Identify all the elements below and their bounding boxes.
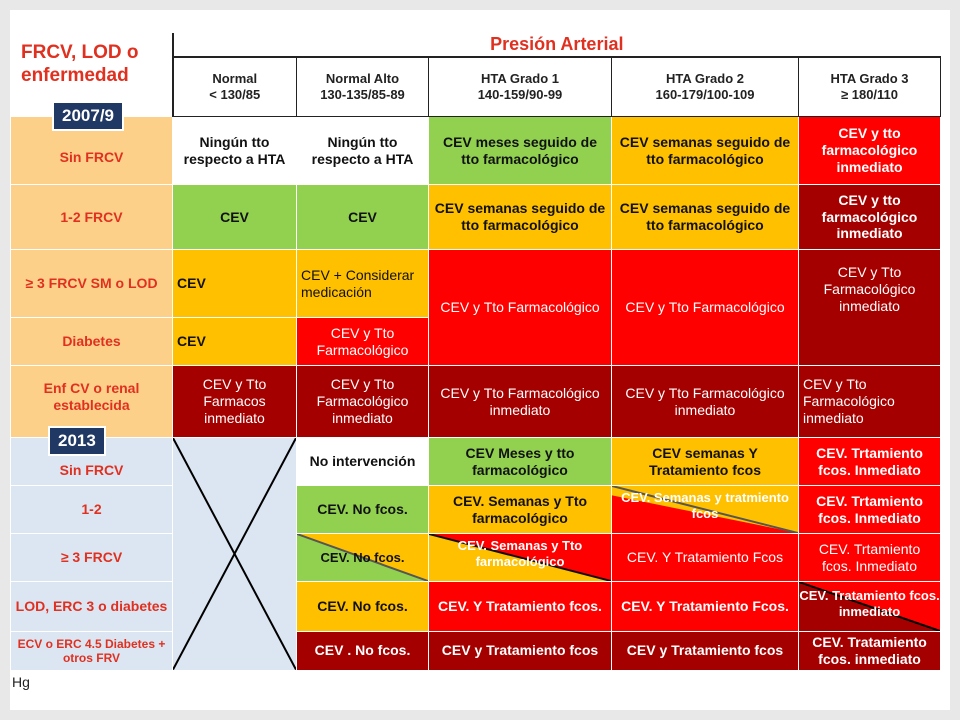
cell-2013-r5-c3: CEV y Tratamiento fcos <box>429 632 612 671</box>
badge-2007: 2007/9 <box>52 101 124 131</box>
cell-2013-r1-c4: CEV semanas Y Tratamiento fcos <box>612 438 799 486</box>
cell-2007-r5-c3: CEV y Tto Farmacológico inmediato <box>429 366 612 438</box>
row-label-3-frcv-2007: ≥ 3 FRCV SM o LOD <box>11 250 173 318</box>
row-label-ecv-2013: ECV o ERC 4.5 Diabetes + otros FRV <box>11 632 173 671</box>
cell-2013-r1-c2: No intervención <box>297 438 429 486</box>
cell-2013-r2-c2: CEV. No fcos. <box>297 486 429 534</box>
cell-2007-r5-c2: CEV y Tto Farmacológico inmediato <box>297 366 429 438</box>
title-line2: enfermedad <box>21 64 129 86</box>
cell-2013-r2-c5: CEV. Trtamiento fcos. Inmediato <box>799 486 941 534</box>
row-label-sin-frcv-2013: Sin FRCV <box>11 438 173 486</box>
cell-2007-r1-c5: CEV y tto farmacológico inmediato <box>799 117 941 185</box>
cell-2007-r5-c4: CEV y Tto Farmacológico inmediato <box>612 366 799 438</box>
cell-2007-r5-c5: CEV y Tto Farmacológico inmediato <box>799 366 941 438</box>
row-label-1-2-frcv-2007: 1-2 FRCV <box>11 185 173 250</box>
cell-2013-r4-c4: CEV. Y Tratamiento Fcos. <box>612 582 799 632</box>
cell-2007-r1-c3: CEV meses seguido de tto farmacológico <box>429 117 612 185</box>
row-label-enf-cv-2007: Enf CV o renal establecida <box>11 366 173 438</box>
col-header-normal: Normal < 130/85 <box>173 57 297 117</box>
cell-2013-r1-c3: CEV Meses y tto farmacológico <box>429 438 612 486</box>
hypertension-risk-table <box>10 33 941 671</box>
cell-2007-r3-c3: CEV y Tto Farmacológico <box>429 250 612 366</box>
col-header-hta-3: HTA Grado 3 ≥ 180/110 <box>799 57 941 117</box>
crossed-out-cell <box>173 438 297 671</box>
cell-2007-r3-c1: CEV <box>173 250 297 318</box>
row-label-lod-2013: LOD, ERC 3 o diabetes <box>11 582 173 632</box>
row-label-diabetes-2007: Diabetes <box>11 318 173 366</box>
cell-2007-r2-c5: CEV y tto farmacológico inmediato <box>799 185 941 250</box>
cell-2013-r2-c4 <box>612 486 799 534</box>
cell-2013-r4-c5-text: CEV. Tratamiento fcos. inmediato <box>799 588 940 619</box>
cell-2013-r3-c3-text: CEV. Semanas y Tto farmacológico <box>457 538 583 569</box>
cell-2013-r2-c4-text: CEV. Semanas y tratmiento fcos <box>621 490 789 521</box>
cell-2013-r1-c5: CEV. Trtamiento fcos. Inmediato <box>799 438 941 486</box>
cell-2013-r5-c2: CEV . No fcos. <box>297 632 429 671</box>
title-line1: FRCV, LOD o <box>21 42 139 63</box>
cell-2007-r1-c2: Ningún tto respecto a HTA <box>297 117 429 185</box>
cell-2007-r4-c1: CEV <box>173 318 297 366</box>
badge-2013: 2013 <box>48 426 106 456</box>
row-label-sin-frcv-2007: Sin FRCV <box>11 117 173 185</box>
col-header-normal-alto: Normal Alto 130-135/85-89 <box>297 57 429 117</box>
cell-2007-r2-c2: CEV <box>297 185 429 250</box>
cell-2007-r1-c1: Ningún tto respecto a HTA <box>173 117 297 185</box>
cell-2013-r3-c4: CEV. Y Tratamiento Fcos <box>612 534 799 582</box>
cell-2013-r3-c2-text: CEV. No fcos. <box>320 550 405 566</box>
cell-2007-r4-c2: CEV y Tto Farmacológico <box>297 318 429 366</box>
footer-text: Hg <box>12 674 30 690</box>
row-label-3-frcv-2013: ≥ 3 FRCV <box>11 534 173 582</box>
cell-2013-r4-c3: CEV. Y Tratamiento fcos. <box>429 582 612 632</box>
col-header-hta-2: HTA Grado 2 160-179/100-109 <box>612 57 799 117</box>
cell-2007-r3-c5: CEV y Tto Farmacológico inmediato <box>799 250 941 366</box>
cell-2013-r3-c3 <box>429 534 612 582</box>
row-label-1-2-2013: 1-2 <box>11 486 173 534</box>
cell-2007-r2-c3: CEV semanas seguido de tto farmacológico <box>429 185 612 250</box>
cell-2013-r3-c2 <box>297 534 429 582</box>
cell-2007-r2-c1: CEV <box>173 185 297 250</box>
cell-2007-r5-c1: CEV y Tto Farmacos inmediato <box>173 366 297 438</box>
cell-2013-r4-c2: CEV. No fcos. <box>297 582 429 632</box>
cell-2007-r3-c2: CEV + Considerar medicación <box>297 250 429 318</box>
cell-2013-r4-c5 <box>799 582 941 632</box>
cell-2007-r2-c4: CEV semanas seguido de tto farmacológico <box>612 185 799 250</box>
cell-2013-r3-c5: CEV. Trtamiento fcos. Inmediato <box>799 534 941 582</box>
cell-2007-r1-c4: CEV semanas seguido de tto farmacológico <box>612 117 799 185</box>
cell-2013-r5-c4: CEV y Tratamiento fcos <box>612 632 799 671</box>
cell-2007-r3-c4: CEV y Tto Farmacológico <box>612 250 799 366</box>
cell-2013-r5-c5: CEV. Tratamiento fcos. inmediato <box>799 632 941 671</box>
pa-header: Presión Arterial <box>173 34 941 57</box>
col-header-hta-1: HTA Grado 1 140-159/90-99 <box>429 57 612 117</box>
cross-mark-icon <box>173 438 296 670</box>
cell-2013-r2-c3: CEV. Semanas y Tto farmacológico <box>429 486 612 534</box>
